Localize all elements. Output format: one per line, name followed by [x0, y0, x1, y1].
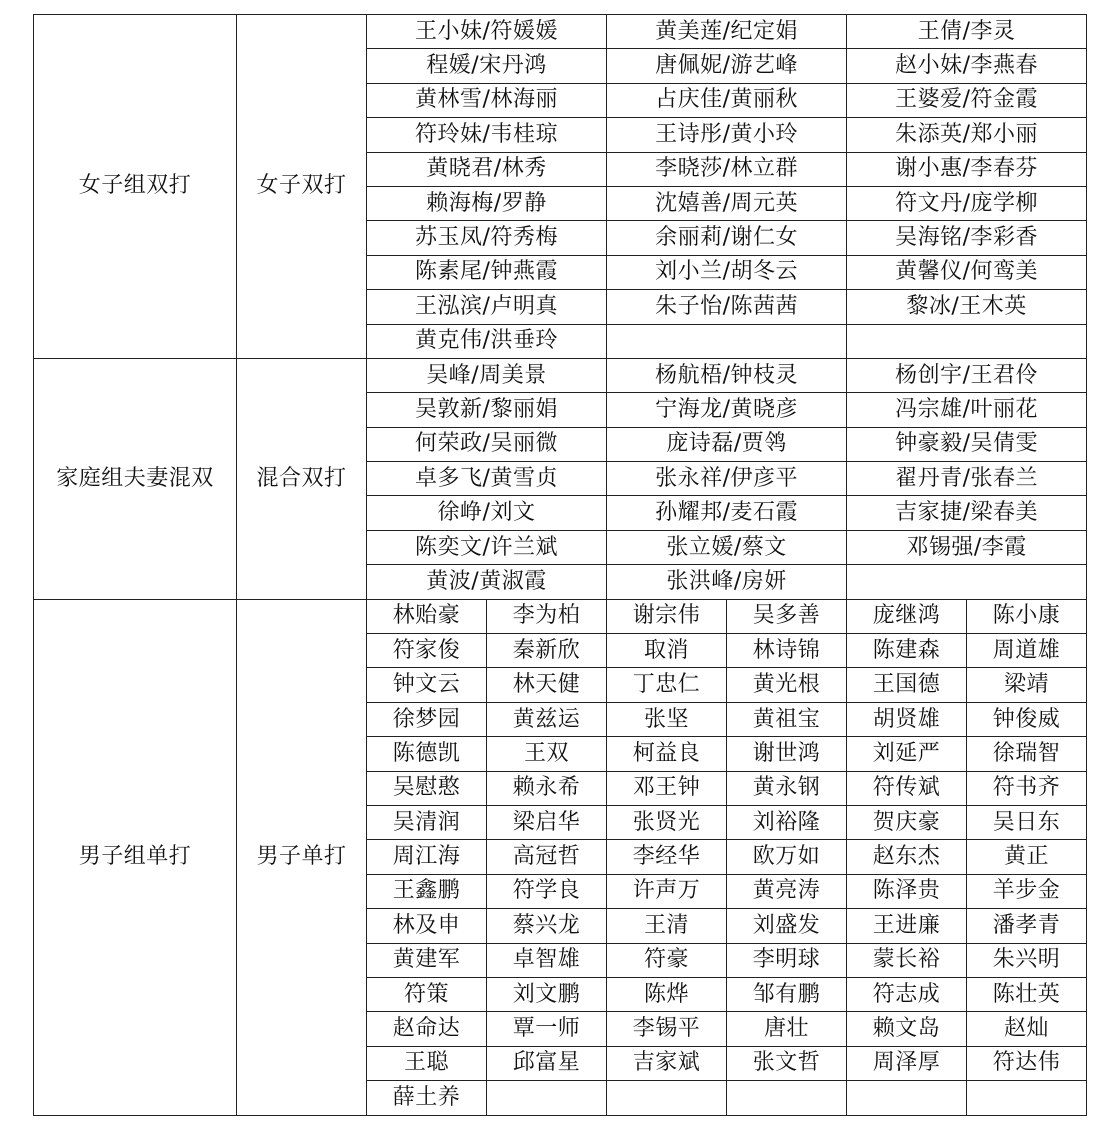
pair-cell: 黎冰/王木英 — [847, 290, 1087, 324]
player-cell: 张文哲 — [727, 1046, 847, 1080]
pair-cell — [847, 324, 1087, 358]
player-cell: 符达伟 — [967, 1046, 1087, 1080]
player-cell: 秦新欣 — [487, 634, 607, 668]
group-label: 女子组双打 — [34, 15, 237, 359]
pair-cell: 谢小惠/李春芬 — [847, 152, 1087, 186]
pair-cell: 黄波/黄淑霞 — [367, 565, 607, 599]
player-cell: 李为柏 — [487, 599, 607, 633]
player-cell: 赵灿 — [967, 1012, 1087, 1046]
pair-cell: 钟豪毅/吴倩雯 — [847, 427, 1087, 461]
pair-cell: 杨创宇/王君伶 — [847, 358, 1087, 392]
player-cell: 林天健 — [487, 668, 607, 702]
player-cell: 潘孝青 — [967, 909, 1087, 943]
player-cell: 陈壮英 — [967, 977, 1087, 1011]
player-cell: 邹有鹏 — [727, 977, 847, 1011]
player-cell: 贺庆豪 — [847, 805, 967, 839]
player-cell: 李锡平 — [607, 1012, 727, 1046]
pair-cell: 吴敦新/黎丽娟 — [367, 393, 607, 427]
pair-cell: 张永祥/伊彦平 — [607, 462, 847, 496]
player-cell: 林贻豪 — [367, 599, 487, 633]
player-cell: 吉家斌 — [607, 1046, 727, 1080]
player-cell: 唐壮 — [727, 1012, 847, 1046]
player-cell: 谢世鸿 — [727, 737, 847, 771]
pair-cell: 赖海梅/罗静 — [367, 186, 607, 220]
player-cell: 李经华 — [607, 840, 727, 874]
pair-cell: 黄克伟/洪垂玲 — [367, 324, 607, 358]
pair-cell: 李晓莎/林立群 — [607, 152, 847, 186]
player-cell: 丁忠仁 — [607, 668, 727, 702]
pair-cell: 黄馨仪/何鸾美 — [847, 255, 1087, 289]
pair-cell: 唐佩妮/游艺峰 — [607, 49, 847, 83]
pair-cell: 符玲妹/韦桂琼 — [367, 118, 607, 152]
pair-cell: 张洪峰/房妍 — [607, 565, 847, 599]
player-cell — [487, 1081, 607, 1115]
player-cell: 黄正 — [967, 840, 1087, 874]
roster-body — [34, 15, 1087, 1116]
player-cell: 蒙长裕 — [847, 943, 967, 977]
player-cell: 钟俊威 — [967, 702, 1087, 736]
player-cell: 赵东杰 — [847, 840, 967, 874]
player-cell: 符志成 — [847, 977, 967, 1011]
pair-cell: 吴峰/周美景 — [367, 358, 607, 392]
player-cell: 覃一师 — [487, 1012, 607, 1046]
player-cell: 王清 — [607, 909, 727, 943]
player-cell: 钟文云 — [367, 668, 487, 702]
player-cell — [607, 1081, 727, 1115]
player-cell: 赖永希 — [487, 771, 607, 805]
player-cell: 谢宗伟 — [607, 599, 727, 633]
player-cell: 梁靖 — [967, 668, 1087, 702]
pair-cell: 翟丹青/张春兰 — [847, 462, 1087, 496]
player-cell: 庞继鸿 — [847, 599, 967, 633]
player-cell: 梁启华 — [487, 805, 607, 839]
event-label: 混合双打 — [237, 358, 367, 599]
group-label: 家庭组夫妻混双 — [34, 358, 237, 599]
player-cell: 卓智雄 — [487, 943, 607, 977]
player-cell: 蔡兴龙 — [487, 909, 607, 943]
player-cell: 徐梦园 — [367, 702, 487, 736]
player-cell: 符家俊 — [367, 634, 487, 668]
player-cell: 李明球 — [727, 943, 847, 977]
pair-cell: 吉家捷/梁春美 — [847, 496, 1087, 530]
pair-cell: 陈素尾/钟燕霞 — [367, 255, 607, 289]
player-cell: 赵命达 — [367, 1012, 487, 1046]
pair-cell: 黄林雪/林海丽 — [367, 83, 607, 117]
player-cell: 薛土养 — [367, 1081, 487, 1115]
player-cell: 张坚 — [607, 702, 727, 736]
player-cell: 高冠哲 — [487, 840, 607, 874]
pair-cell: 余丽莉/谢仁女 — [607, 221, 847, 255]
pair-cell: 宁海龙/黄晓彦 — [607, 393, 847, 427]
player-cell: 黄亮涛 — [727, 874, 847, 908]
player-cell: 王进廉 — [847, 909, 967, 943]
player-cell: 羊步金 — [967, 874, 1087, 908]
player-cell: 邱富星 — [487, 1046, 607, 1080]
pair-cell — [847, 565, 1087, 599]
pair-cell: 庞诗磊/贾鸰 — [607, 427, 847, 461]
player-cell — [847, 1081, 967, 1115]
player-cell: 刘裕隆 — [727, 805, 847, 839]
pair-cell: 苏玉凤/符秀梅 — [367, 221, 607, 255]
pair-cell: 王诗彤/黄小玲 — [607, 118, 847, 152]
player-cell: 符书齐 — [967, 771, 1087, 805]
pair-cell: 程媛/宋丹鸿 — [367, 49, 607, 83]
player-cell: 吴慰憨 — [367, 771, 487, 805]
player-cell: 徐瑞智 — [967, 737, 1087, 771]
pair-cell: 沈嬉善/周元英 — [607, 186, 847, 220]
pair-cell: 孙耀邦/麦石霞 — [607, 496, 847, 530]
player-cell: 朱兴明 — [967, 943, 1087, 977]
pair-cell: 刘小兰/胡冬云 — [607, 255, 847, 289]
player-cell: 吴多善 — [727, 599, 847, 633]
pair-cell: 吴海铭/李彩香 — [847, 221, 1087, 255]
player-cell: 陈德凯 — [367, 737, 487, 771]
player-cell: 周泽厚 — [847, 1046, 967, 1080]
pair-cell: 占庆佳/黄丽秋 — [607, 83, 847, 117]
group-label: 男子组单打 — [34, 599, 237, 1115]
pair-cell: 赵小妹/李燕春 — [847, 49, 1087, 83]
player-cell: 符传斌 — [847, 771, 967, 805]
player-cell: 赖文岛 — [847, 1012, 967, 1046]
player-cell: 黄兹运 — [487, 702, 607, 736]
player-cell: 柯益良 — [607, 737, 727, 771]
player-cell: 王国德 — [847, 668, 967, 702]
player-cell: 符豪 — [607, 943, 727, 977]
pair-cell: 朱添英/郑小丽 — [847, 118, 1087, 152]
player-cell: 周道雄 — [967, 634, 1087, 668]
pair-cell: 王婆爱/符金霞 — [847, 83, 1087, 117]
pair-cell — [607, 324, 847, 358]
player-cell: 王双 — [487, 737, 607, 771]
roster-table — [33, 14, 1087, 1116]
player-cell — [967, 1081, 1087, 1115]
pair-cell: 何荣政/吴丽微 — [367, 427, 607, 461]
player-cell: 刘盛发 — [727, 909, 847, 943]
player-cell: 邓王钟 — [607, 771, 727, 805]
player-cell: 许声万 — [607, 874, 727, 908]
event-label: 男子单打 — [237, 599, 367, 1115]
player-cell: 陈小康 — [967, 599, 1087, 633]
player-cell: 张贤光 — [607, 805, 727, 839]
pair-cell: 王小妹/符媛媛 — [367, 15, 607, 49]
player-cell: 林及申 — [367, 909, 487, 943]
player-cell: 欧万如 — [727, 840, 847, 874]
player-cell: 胡贤雄 — [847, 702, 967, 736]
player-cell: 刘延严 — [847, 737, 967, 771]
table-row — [34, 15, 1087, 49]
player-cell: 陈烨 — [607, 977, 727, 1011]
player-cell: 刘文鹏 — [487, 977, 607, 1011]
player-cell: 林诗锦 — [727, 634, 847, 668]
player-cell: 取消 — [607, 634, 727, 668]
pair-cell: 黄晓君/林秀 — [367, 152, 607, 186]
pair-cell: 卓多飞/黄雪贞 — [367, 462, 607, 496]
pair-cell: 王泓滨/卢明真 — [367, 290, 607, 324]
player-cell: 符策 — [367, 977, 487, 1011]
player-cell: 黄建军 — [367, 943, 487, 977]
pair-cell: 王倩/李灵 — [847, 15, 1087, 49]
player-cell: 王鑫鹏 — [367, 874, 487, 908]
pair-cell: 黄美莲/纪定娟 — [607, 15, 847, 49]
pair-cell: 陈奕文/许兰斌 — [367, 530, 607, 564]
player-cell: 黄光根 — [727, 668, 847, 702]
player-cell: 吴清润 — [367, 805, 487, 839]
table-row — [34, 358, 1087, 392]
event-label: 女子双打 — [237, 15, 367, 359]
player-cell — [727, 1081, 847, 1115]
player-cell: 陈建森 — [847, 634, 967, 668]
player-cell: 周江海 — [367, 840, 487, 874]
pair-cell: 徐峥/刘文 — [367, 496, 607, 530]
pair-cell: 邓锡强/李霞 — [847, 530, 1087, 564]
player-cell: 陈泽贵 — [847, 874, 967, 908]
pair-cell: 张立媛/蔡文 — [607, 530, 847, 564]
pair-cell: 杨航梧/钟枝灵 — [607, 358, 847, 392]
player-cell: 吴日东 — [967, 805, 1087, 839]
pair-cell: 符文丹/庞学柳 — [847, 186, 1087, 220]
table-row — [34, 599, 1087, 633]
player-cell: 符学良 — [487, 874, 607, 908]
player-cell: 王聪 — [367, 1046, 487, 1080]
pair-cell: 冯宗雄/叶丽花 — [847, 393, 1087, 427]
player-cell: 黄永钢 — [727, 771, 847, 805]
pair-cell: 朱子怡/陈茜茜 — [607, 290, 847, 324]
player-cell: 黄祖宝 — [727, 702, 847, 736]
